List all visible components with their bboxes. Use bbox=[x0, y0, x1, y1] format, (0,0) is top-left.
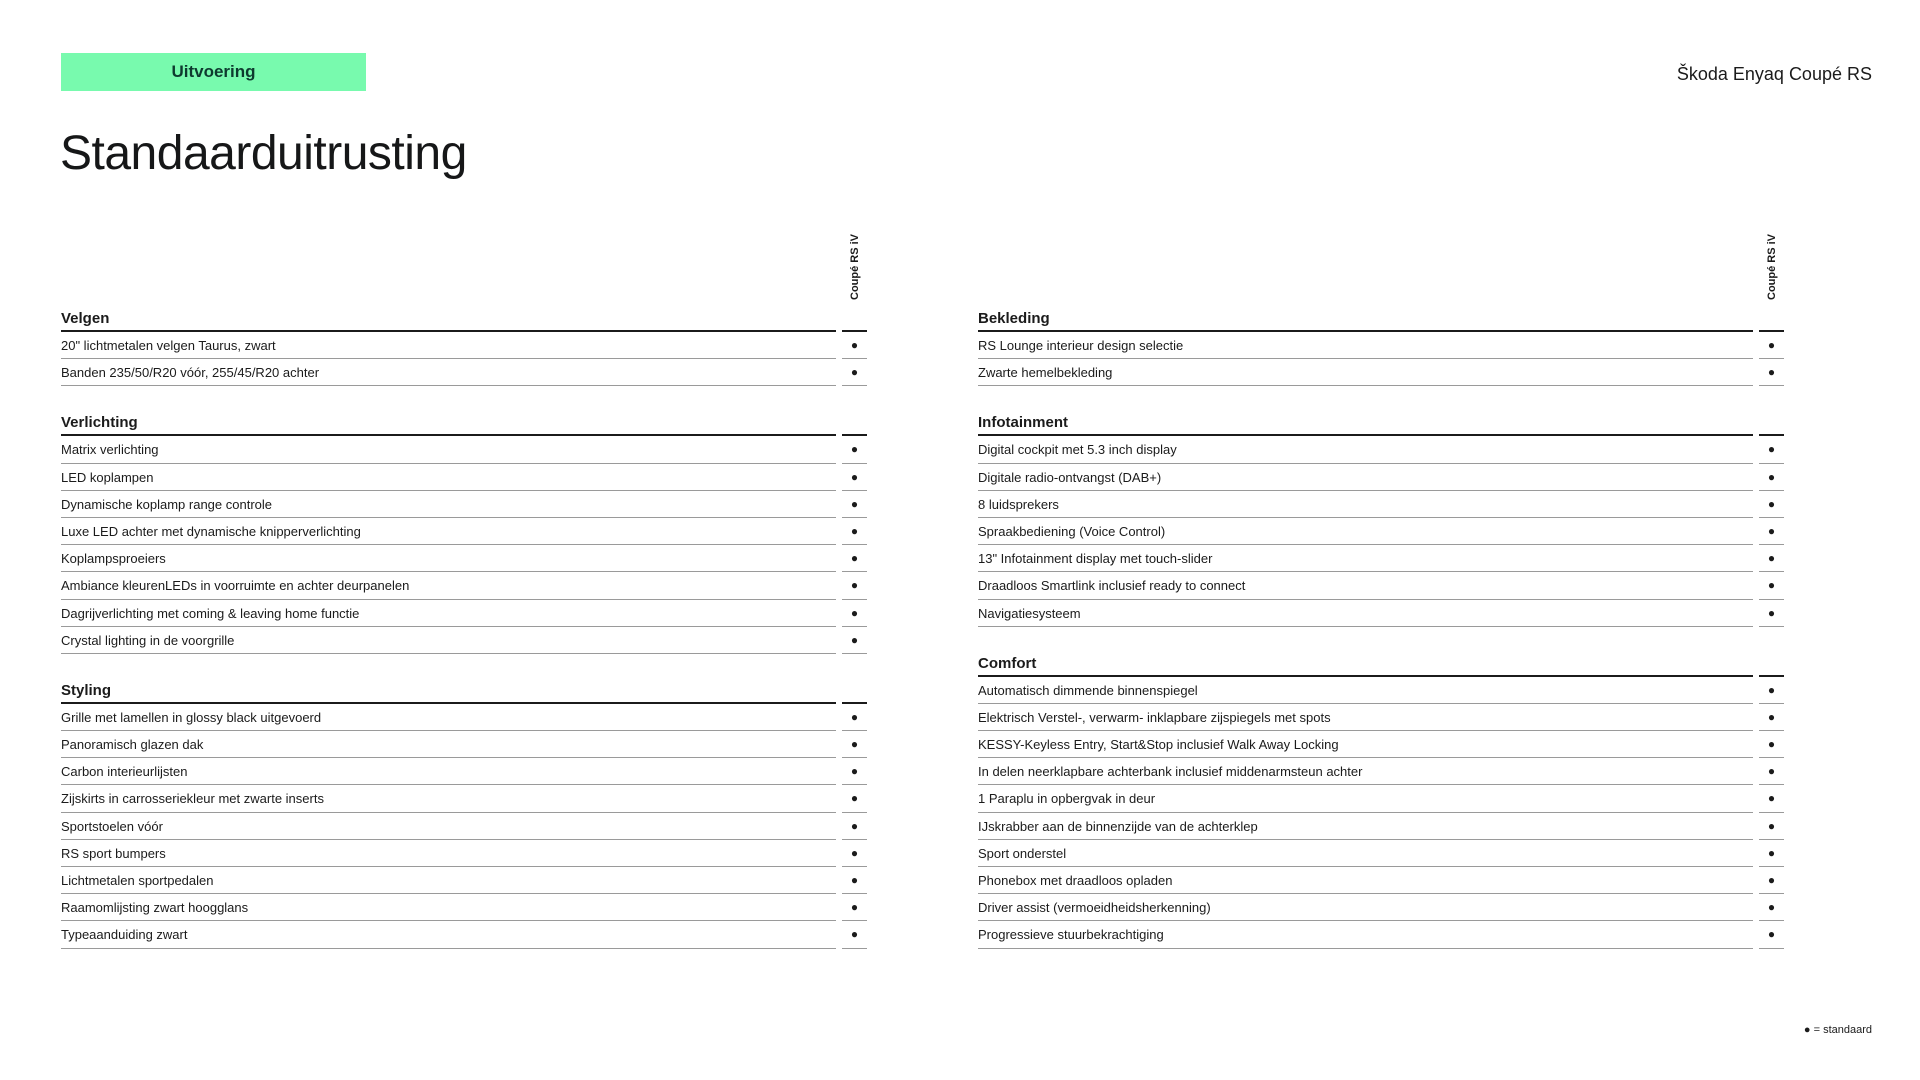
standard-bullet-icon: ● bbox=[1759, 677, 1784, 704]
section-title: Bekleding bbox=[978, 308, 1753, 332]
standard-bullet-icon: ● bbox=[1759, 545, 1784, 572]
feature-label: Luxe LED achter met dynamische knipperverlichting bbox=[61, 518, 836, 545]
standard-bullet-icon: ● bbox=[1759, 894, 1784, 921]
feature-label: Elektrisch Verstel-, verwarm- inklapbare zijspiegels met spots bbox=[978, 704, 1753, 731]
feature-label: RS Lounge interieur design selectie bbox=[978, 332, 1753, 359]
brand-model-label: Škoda Enyaq Coupé RS bbox=[1676, 64, 1872, 84]
section-header bbox=[978, 412, 1784, 436]
table-row bbox=[61, 572, 867, 599]
section-header bbox=[61, 412, 867, 436]
feature-label: Crystal lighting in de voorgrille bbox=[61, 627, 836, 654]
standard-bullet-icon: ● bbox=[842, 894, 867, 921]
section-title: Velgen bbox=[61, 308, 836, 332]
feature-label: KESSY-Keyless Entry, Start&Stop inclusief Walk Away Locking bbox=[978, 731, 1753, 758]
section-header-rule bbox=[842, 412, 867, 436]
table-row bbox=[978, 359, 1784, 386]
standard-bullet-icon: ● bbox=[1759, 572, 1784, 599]
standard-bullet-icon: ● bbox=[1759, 600, 1784, 627]
table-row bbox=[978, 491, 1784, 518]
section-header-rule bbox=[842, 680, 867, 704]
standard-bullet-icon: ● bbox=[842, 813, 867, 840]
standard-bullet-icon: ● bbox=[842, 436, 867, 463]
feature-label: Dagrijverlichting met coming & leaving home functie bbox=[61, 600, 836, 627]
standard-bullet-icon: ● bbox=[842, 785, 867, 812]
column-header-right: Coupé RS iV bbox=[1766, 233, 1778, 300]
feature-label: 20" lichtmetalen velgen Taurus, zwart bbox=[61, 332, 836, 359]
feature-label: Zijskirts in carrosseriekleur met zwarte inserts bbox=[61, 785, 836, 812]
feature-label: Koplampsproeiers bbox=[61, 545, 836, 572]
feature-label: 13" Infotainment display met touch-slider bbox=[978, 545, 1753, 572]
section-title: Styling bbox=[61, 680, 836, 704]
standard-bullet-icon: ● bbox=[1759, 758, 1784, 785]
standard-bullet-icon: ● bbox=[842, 359, 867, 386]
feature-label: Sportstoelen vóór bbox=[61, 813, 836, 840]
standard-bullet-icon: ● bbox=[1759, 464, 1784, 491]
table-row bbox=[61, 627, 867, 654]
table-row bbox=[978, 518, 1784, 545]
feature-label: RS sport bumpers bbox=[61, 840, 836, 867]
section-header-rule bbox=[1759, 308, 1784, 332]
standard-bullet-icon: ● bbox=[842, 627, 867, 654]
column-header-left: Coupé RS iV bbox=[849, 233, 861, 300]
standard-bullet-icon: ● bbox=[842, 840, 867, 867]
table-row bbox=[61, 840, 867, 867]
feature-label: Raamomlijsting zwart hoogglans bbox=[61, 894, 836, 921]
feature-label: Ambiance kleurenLEDs in voorruimte en achter deurpanelen bbox=[61, 572, 836, 599]
feature-label: Grille met lamellen in glossy black uitgevoerd bbox=[61, 704, 836, 731]
section-title: Infotainment bbox=[978, 412, 1753, 436]
standard-bullet-icon: ● bbox=[1759, 813, 1784, 840]
table-row bbox=[61, 359, 867, 386]
section-styling bbox=[61, 680, 867, 949]
table-row bbox=[978, 758, 1784, 785]
feature-label: Phonebox met draadloos opladen bbox=[978, 867, 1753, 894]
table-row bbox=[61, 785, 867, 812]
section-velgen bbox=[61, 308, 867, 386]
feature-label: Digital cockpit met 5.3 inch display bbox=[978, 436, 1753, 463]
table-row bbox=[61, 894, 867, 921]
standard-bullet-icon: ● bbox=[842, 867, 867, 894]
feature-label: Lichtmetalen sportpedalen bbox=[61, 867, 836, 894]
table-row bbox=[978, 785, 1784, 812]
feature-label: Typeaanduiding zwart bbox=[61, 921, 836, 948]
page-title: Standaarduitrusting bbox=[60, 127, 467, 180]
standard-bullet-icon: ● bbox=[842, 921, 867, 948]
table-row bbox=[61, 921, 867, 948]
standard-bullet-icon: ● bbox=[842, 704, 867, 731]
standard-bullet-icon: ● bbox=[842, 572, 867, 599]
table-row bbox=[61, 436, 867, 463]
feature-label: Progressieve stuurbekrachtiging bbox=[978, 921, 1753, 948]
standard-bullet-icon: ● bbox=[1759, 785, 1784, 812]
table-row bbox=[978, 840, 1784, 867]
feature-label: Panoramisch glazen dak bbox=[61, 731, 836, 758]
equipment-column-right bbox=[978, 308, 1784, 975]
feature-label: Driver assist (vermoeidheidsherkenning) bbox=[978, 894, 1753, 921]
table-row bbox=[978, 464, 1784, 491]
table-row bbox=[978, 545, 1784, 572]
table-row bbox=[61, 704, 867, 731]
section-header bbox=[61, 308, 867, 332]
section-header-rule bbox=[842, 308, 867, 332]
feature-label: 8 luidsprekers bbox=[978, 491, 1753, 518]
section-bekleding bbox=[978, 308, 1784, 386]
table-row bbox=[978, 677, 1784, 704]
standard-bullet-icon: ● bbox=[1759, 704, 1784, 731]
standard-bullet-icon: ● bbox=[842, 731, 867, 758]
feature-label: Sport onderstel bbox=[978, 840, 1753, 867]
section-comfort bbox=[978, 653, 1784, 949]
feature-label: Matrix verlichting bbox=[61, 436, 836, 463]
feature-label: In delen neerklapbare achterbank inclusief middenarmsteun achter bbox=[978, 758, 1753, 785]
feature-label: LED koplampen bbox=[61, 464, 836, 491]
standard-bullet-icon: ● bbox=[1759, 518, 1784, 545]
table-row bbox=[978, 813, 1784, 840]
table-row bbox=[978, 572, 1784, 599]
feature-label: Spraakbediening (Voice Control) bbox=[978, 518, 1753, 545]
standard-bullet-icon: ● bbox=[842, 600, 867, 627]
standard-bullet-icon: ● bbox=[1759, 731, 1784, 758]
table-row bbox=[61, 731, 867, 758]
standard-bullet-icon: ● bbox=[842, 545, 867, 572]
table-row bbox=[61, 545, 867, 572]
table-row bbox=[978, 731, 1784, 758]
table-row bbox=[61, 332, 867, 359]
feature-label: Carbon interieurlijsten bbox=[61, 758, 836, 785]
section-header bbox=[978, 308, 1784, 332]
standard-bullet-icon: ● bbox=[1759, 921, 1784, 948]
table-row bbox=[61, 464, 867, 491]
standard-bullet-icon: ● bbox=[1759, 359, 1784, 386]
standard-bullet-icon: ● bbox=[1759, 840, 1784, 867]
feature-label: Zwarte hemelbekleding bbox=[978, 359, 1753, 386]
section-verlichting bbox=[61, 412, 867, 654]
section-header bbox=[61, 680, 867, 704]
section-title: Verlichting bbox=[61, 412, 836, 436]
standard-bullet-icon: ● bbox=[842, 758, 867, 785]
equipment-column-left bbox=[61, 308, 867, 975]
table-row bbox=[61, 867, 867, 894]
feature-label: Banden 235/50/R20 vóór, 255/45/R20 achter bbox=[61, 359, 836, 386]
table-row bbox=[61, 600, 867, 627]
table-row bbox=[61, 758, 867, 785]
standard-bullet-icon: ● bbox=[1759, 867, 1784, 894]
section-header-rule bbox=[1759, 412, 1784, 436]
table-row bbox=[978, 332, 1784, 359]
legend: ● = standaard bbox=[1803, 1024, 1872, 1036]
table-row bbox=[978, 436, 1784, 463]
feature-label: Digitale radio-ontvangst (DAB+) bbox=[978, 464, 1753, 491]
standard-bullet-icon: ● bbox=[1759, 491, 1784, 518]
standard-bullet-icon: ● bbox=[842, 491, 867, 518]
standard-bullet-icon: ● bbox=[842, 464, 867, 491]
table-row bbox=[978, 894, 1784, 921]
section-infotainment bbox=[978, 412, 1784, 626]
section-header bbox=[978, 653, 1784, 677]
section-header-rule bbox=[1759, 653, 1784, 677]
table-row bbox=[61, 813, 867, 840]
table-row bbox=[978, 867, 1784, 894]
standard-bullet-icon: ● bbox=[842, 332, 867, 359]
table-row bbox=[978, 704, 1784, 731]
feature-label: IJskrabber aan de binnenzijde van de achterklep bbox=[978, 813, 1753, 840]
table-row bbox=[61, 491, 867, 518]
table-row bbox=[978, 600, 1784, 627]
feature-label: 1 Paraplu in opbergvak in deur bbox=[978, 785, 1753, 812]
standard-bullet-icon: ● bbox=[842, 518, 867, 545]
feature-label: Draadloos Smartlink inclusief ready to connect bbox=[978, 572, 1753, 599]
table-row bbox=[61, 518, 867, 545]
standard-bullet-icon: ● bbox=[1759, 436, 1784, 463]
feature-label: Automatisch dimmende binnenspiegel bbox=[978, 677, 1753, 704]
feature-label: Dynamische koplamp range controle bbox=[61, 491, 836, 518]
standard-bullet-icon: ● bbox=[1759, 332, 1784, 359]
section-title: Comfort bbox=[978, 653, 1753, 677]
section-badge: Uitvoering bbox=[61, 53, 366, 91]
feature-label: Navigatiesysteem bbox=[978, 600, 1753, 627]
table-row bbox=[978, 921, 1784, 948]
